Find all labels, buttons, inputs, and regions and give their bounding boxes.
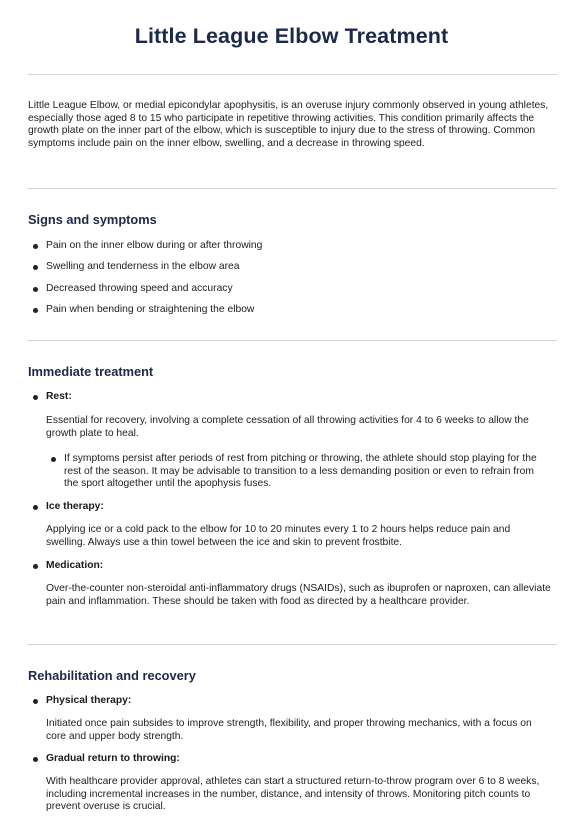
item-text-physical: Initiated once pain subsides to improve strength, flexibility, and proper throwing mechanics, with a focus on core and upper body strength. bbox=[46, 718, 532, 742]
list-item: Pain when bending or straightening the elbow bbox=[46, 304, 255, 315]
bullet-icon bbox=[33, 265, 38, 270]
section-heading-immediate: Immediate treatment bbox=[28, 364, 154, 379]
item-label-rest: Rest: bbox=[46, 391, 72, 402]
bullet-icon bbox=[33, 287, 38, 292]
intro-paragraph: Little League Elbow, or medial epicondylar apophysitis, is an overuse injury commonly observed in young athletes, especially those aged 8 to 15 who participate in repetitive throwing activities. This condition primarily affects the growth plate on the inner part of the elbow, which is susceptible to injury due to the stress of throwing. Common symptoms include pain on the inner elbow, swelling, and a decrease in throwing speed. bbox=[28, 100, 549, 149]
list-item: Swelling and tenderness in the elbow area bbox=[46, 261, 240, 272]
section-heading-rehab: Rehabilitation and recovery bbox=[28, 668, 196, 683]
bullet-icon bbox=[33, 699, 38, 704]
page-title: Little League Elbow Treatment bbox=[134, 24, 449, 48]
section-heading-signs: Signs and symptoms bbox=[28, 212, 157, 227]
item-text-gradual: With healthcare provider approval, athletes can start a structured return-to-throw program over 6 to 8 weeks, including incremental increases in the number, distance, and intensity of throws. Monitoring pitch counts to prevent overuse is crucial. bbox=[46, 776, 540, 812]
divider bbox=[28, 74, 557, 75]
list-item: Decreased throwing speed and accuracy bbox=[46, 283, 233, 294]
bullet-icon bbox=[33, 757, 38, 762]
bullet-icon bbox=[33, 308, 38, 313]
item-label-physical: Physical therapy: bbox=[46, 695, 132, 706]
item-label-medication: Medication: bbox=[46, 560, 104, 571]
item-subtext-rest: If symptoms persist after periods of rest from pitching or throwing, the athlete should stop playing for the rest of the season. It may be advisable to transition to a less demanding position or even to refrain from the sport altogether until the apophysis fuses. bbox=[64, 453, 537, 489]
divider bbox=[28, 644, 557, 645]
bullet-icon bbox=[33, 505, 38, 510]
bullet-icon bbox=[33, 395, 38, 400]
divider bbox=[28, 188, 557, 189]
divider bbox=[28, 340, 557, 341]
item-text-ice: Applying ice or a cold pack to the elbow for 10 to 20 minutes every 1 to 2 hours helps reduce pain and swelling. Always use a thin towel between the ice and skin to prevent frostbite. bbox=[46, 524, 511, 548]
item-text-rest: Essential for recovery, involving a complete cessation of all throwing activities for 4 to 6 weeks to allow the growth plate to heal. bbox=[46, 415, 529, 439]
item-label-ice: Ice therapy: bbox=[46, 501, 104, 512]
item-label-gradual: Gradual return to throwing: bbox=[46, 753, 180, 764]
bullet-icon bbox=[33, 244, 38, 249]
list-item: Pain on the inner elbow during or after throwing bbox=[46, 240, 263, 251]
item-text-medication: Over-the-counter non-steroidal anti-inflammatory drugs (NSAIDs), such as ibuprofen or naproxen, can alleviate pain and inflammation. These should be taken with food as directed by a healthcare provider. bbox=[46, 583, 551, 607]
sub-bullet-icon bbox=[51, 457, 56, 462]
bullet-icon bbox=[33, 564, 38, 569]
